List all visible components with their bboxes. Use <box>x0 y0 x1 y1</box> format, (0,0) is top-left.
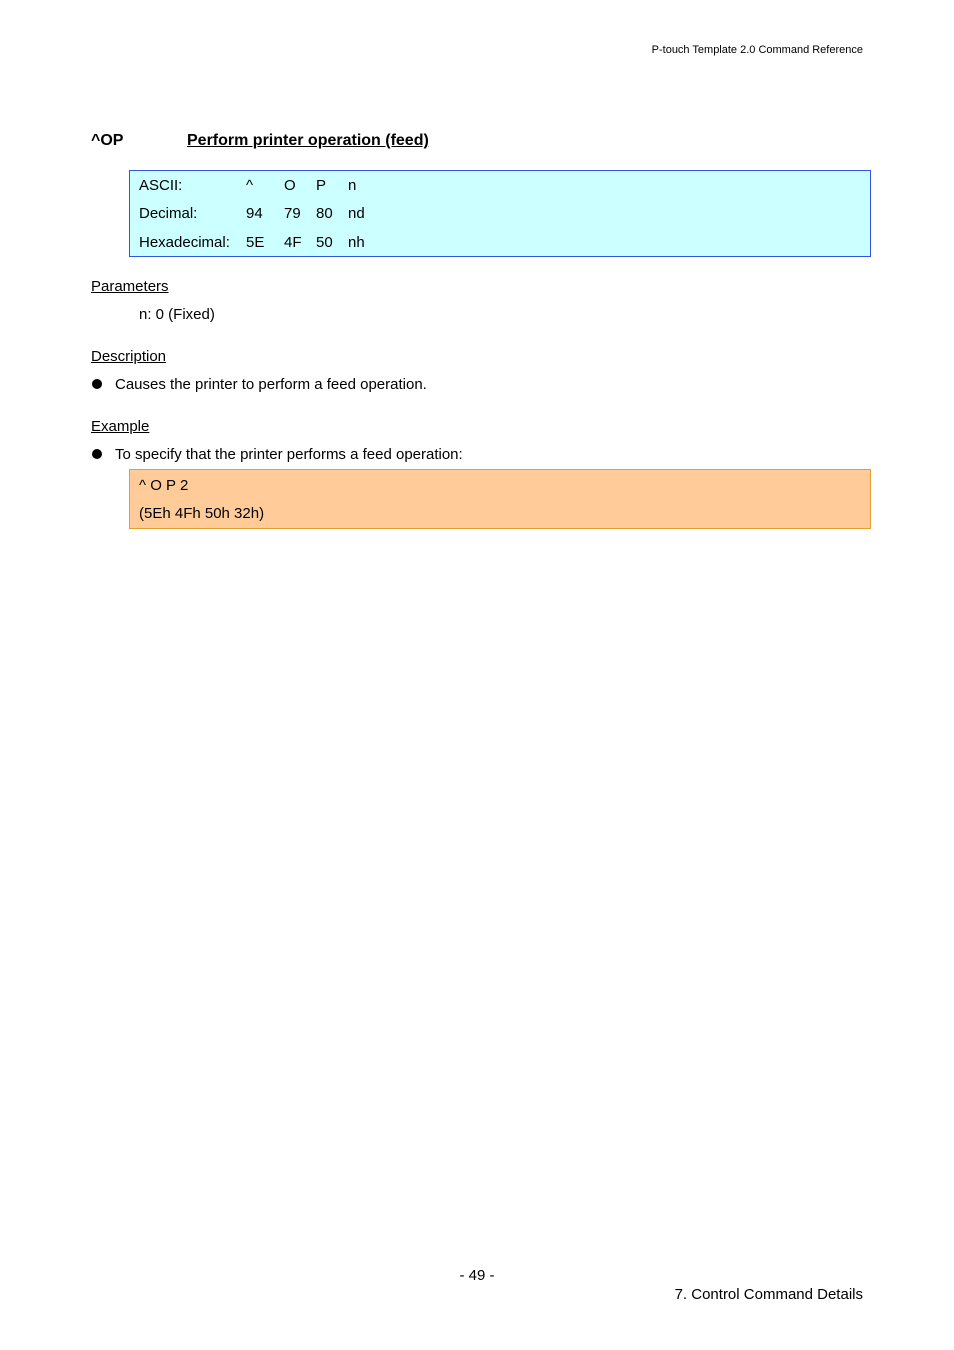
command-code: ^OP <box>91 132 124 149</box>
example-bullet-text: To specify that the printer performs a feed operation: <box>115 446 463 463</box>
syntax-value: P <box>316 177 327 194</box>
syntax-label: Decimal: <box>139 205 198 222</box>
syntax-value: 4F <box>284 234 302 251</box>
page-number: - 49 - <box>459 1267 495 1284</box>
syntax-value: 50 <box>316 234 333 251</box>
syntax-value: O <box>284 177 296 194</box>
syntax-value: 79 <box>284 205 301 222</box>
description-bullet-text: Causes the printer to perform a feed operation. <box>115 376 427 393</box>
example-code-line: ^ O P 2 <box>139 477 189 494</box>
syntax-label: Hexadecimal: <box>139 234 230 251</box>
bullet-icon <box>92 449 102 459</box>
description-heading: Description <box>91 348 167 365</box>
example-code-box <box>129 469 871 529</box>
command-title <box>91 132 429 150</box>
example-heading: Example <box>91 418 150 435</box>
syntax-value: nh <box>348 234 365 251</box>
parameters-text: n: 0 (Fixed) <box>139 306 215 323</box>
syntax-label: ASCII: <box>139 177 183 194</box>
command-name: Perform printer operation (feed) <box>187 132 429 149</box>
running-header: P-touch Template 2.0 Command Reference <box>651 44 863 56</box>
syntax-value: ^ <box>246 177 254 194</box>
syntax-box <box>129 170 871 257</box>
syntax-value: n <box>348 177 357 194</box>
running-footer: 7. Control Command Details <box>674 1286 863 1303</box>
example-hex-line: (5Eh 4Fh 50h 32h) <box>139 505 265 522</box>
bullet-icon <box>92 379 102 389</box>
syntax-value: 94 <box>246 205 263 222</box>
syntax-value: 80 <box>316 205 333 222</box>
parameters-heading: Parameters <box>91 278 169 295</box>
syntax-value: 5E <box>246 234 265 251</box>
syntax-value: nd <box>348 205 365 222</box>
